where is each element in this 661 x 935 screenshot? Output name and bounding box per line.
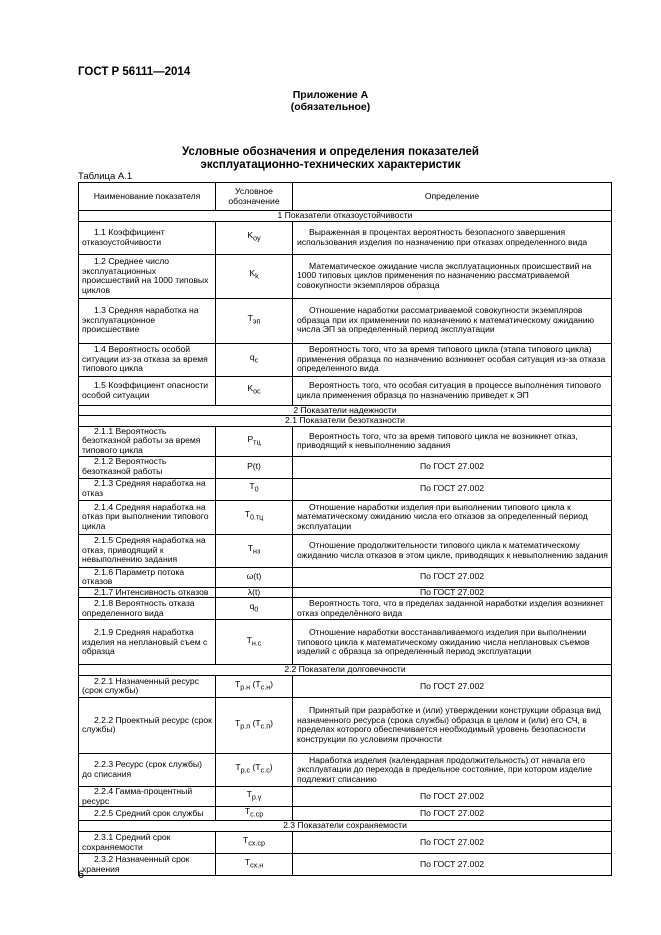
indicator-name: 2.1.6 Параметр потока отказов [79,567,216,587]
indicator-definition: Выраженная в процентах вероятность безопасного завершения использования изделия по назначению при отказах определенного вида [293,221,612,254]
table-row [79,697,612,753]
indicator-name: 2.1.8 Вероятность отказа определенного вида [79,598,216,620]
table-caption: Таблица А.1 [78,171,133,182]
table-header-row [79,183,612,211]
col-header-name: Наименование показателя [79,183,216,211]
indicator-symbol: $T_{нз}$ [216,534,293,567]
table-row [79,298,612,343]
document-header: ГОСТ Р 56111—2014 [78,66,191,78]
indicator-symbol: $q_c$ [216,343,293,376]
indicator-definition: Принятый при разработке и (или) утверждении конструкции образца вид назначенного ресурса (срока службы) образца в целом и (или) его СЧ, в пределах которого обеспечивается необходимый уровень безопасности конструкции по условиям прочности [293,697,612,753]
indicator-name: 2.2.4 Гамма-процентный ресурс [79,786,216,806]
table-row [79,567,612,587]
indicators-table [78,182,612,876]
table-row [79,753,612,786]
section-row [79,821,612,832]
page-number: 6 [78,869,85,881]
indicator-name: 1.5 Коэффициент опасности особой ситуации [79,376,216,405]
indicator-name: 2.1.7 Интенсивность отказов [79,587,216,598]
indicator-symbol: $K_{ос}$ [216,376,293,405]
indicator-definition: Вероятность того, что в пределах заданной наработки изделия возникнет отказ определённого вида [293,598,612,620]
appendix-status: (обязательное) [290,101,371,113]
indicator-symbol: $T_{сх.н}$ [216,854,293,876]
indicator-symbol: $T_{сх.ср}$ [216,832,293,854]
table-row [79,675,612,697]
indicator-definition: Математическое ожидание числа эксплуатационных происшествий на 1000 типовых циклов применения по назначению рассматриваемой совокупности экземпляров образца [293,254,612,298]
table-row [79,832,612,854]
indicator-name: 1.1 Коэффициент отказоустойчивости [79,221,216,254]
indicator-symbol: λ(t) [216,587,293,598]
indicator-name: 2.1.4 Средняя наработка на отказ при выполнении типового цикла [79,500,216,534]
subsection-title: 2.2 Показатели долговечности [79,665,612,676]
indicator-symbol: $P_{тц}$ [216,426,293,456]
indicator-symbol: $T_{р.с}$ $(T_{с.с})$ [216,753,293,786]
table-row [79,456,612,478]
indicator-definition: По ГОСТ 27.002 [293,587,612,598]
section-title: 1 Показатели отказоустойчивости [79,211,612,222]
indicator-definition: Вероятность того, что за время типового цикла (этапа типового цикла) применения образца по назначению возникнет особая ситуация из-за отказа определенного вида [293,343,612,376]
indicator-name: 2.1.3 Средняя наработка на отказ [79,478,216,500]
table-row [79,534,612,567]
indicator-definition: По ГОСТ 27.002 [293,832,612,854]
title-line-1: Условные обозначения и определения показателей [182,146,479,158]
indicator-symbol: $T_{с.ср}$ [216,807,293,821]
indicator-name: 2.2.2 Проектный ресурс (срок службы) [79,697,216,753]
table-row [79,807,612,821]
indicator-name: 1.3 Средняя наработка на эксплуатационное происшествие [79,298,216,343]
subsection-title: 2.3 Показатели сохраняемости [79,821,612,832]
table-row [79,343,612,376]
indicator-definition: Отношение наработки восстанавливаемого изделия при выполнении типового цикла к математическому ожиданию числа неплановых съемов изделий с образца за определенный период эксплуатации [293,620,612,665]
indicator-name: 2.2.3 Ресурс (срок службы) до списания [79,753,216,786]
indicator-definition: Вероятность того, что за время типового цикла не возникнет отказ, приводящий к невыполнению задания [293,426,612,456]
section-row [79,665,612,676]
table-row [79,221,612,254]
indicator-symbol: $q_0$ [216,598,293,620]
indicator-symbol: $T_{0.тц}$ [216,500,293,534]
subsection-title: 2.1 Показатели безотказности [79,416,612,427]
appendix-title [0,146,661,171]
indicator-symbol: P(t) [216,456,293,478]
indicator-name: 1.2 Среднее число эксплуатационных происшествий на 1000 типовых циклов [79,254,216,298]
indicator-name: 2.1.9 Средняя наработка изделия на неплановый съем с образца [79,620,216,665]
appendix-heading [0,89,661,113]
indicator-name: 2.1.1 Вероятность безотказной работы за время типового цикла [79,426,216,456]
col-header-symbol: Условное обозначение [216,183,293,211]
table-row [79,598,612,620]
table-row [79,854,612,876]
indicator-definition: Отношение наработки рассматриваемой совокупности экземпляров образца при их применении по назначению к математическому ожиданию числа ЭП за определенный период эксплуатации [293,298,612,343]
indicator-definition: Отношение продолжительности типового цикла к математическому ожиданию числа отказов в этом цикле, приводящих к невыполнению задания [293,534,612,567]
indicator-name: 2.1.2 Вероятность безотказной работы [79,456,216,478]
indicator-definition: Вероятность того, что особая ситуация в процессе выполнения типового цикла применения образца по назначению приведет к ЭП [293,376,612,405]
indicator-name: 2.3.2 Назначенный срок хранения [79,854,216,876]
table-row [79,786,612,806]
indicator-symbol: $K_{оу}$ [216,221,293,254]
indicator-name: 2.2.1 Назначенный ресурс (срок службы) [79,675,216,697]
table-row [79,254,612,298]
section-title: 2 Показатели надежности [79,405,612,416]
indicator-name: 2.2.5 Средний срок службы [79,807,216,821]
col-header-definition: Определение [293,183,612,211]
indicator-symbol: $T_{эп}$ [216,298,293,343]
indicator-definition: По ГОСТ 27.002 [293,456,612,478]
indicator-name: 1.4 Вероятность особой ситуации из-за отказа за время типового цикла [79,343,216,376]
appendix-label: Приложение А [292,89,369,101]
indicator-definition: По ГОСТ 27.002 [293,567,612,587]
title-line-2: эксплуатационно-технических характеристик [200,158,461,171]
indicator-definition: По ГОСТ 27.002 [293,675,612,697]
indicator-definition: По ГОСТ 27.002 [293,807,612,821]
table-row [79,500,612,534]
indicator-symbol: ω(t) [216,567,293,587]
indicator-symbol: $T_0$ [216,478,293,500]
indicator-definition: Наработка изделия (календарная продолжительность) от начала его эксплуатации до перехода в предельное состояние, при котором изделие подлежит списанию [293,753,612,786]
indicator-symbol: $T_{р.н}$ $(T_{с.н})$ [216,675,293,697]
indicator-symbol: $K_k$ [216,254,293,298]
indicator-name: 2.1.5 Средняя наработка на отказ, приводящий к невыполнению задания [79,534,216,567]
table-row [79,426,612,456]
indicator-definition: Отношение наработки изделия при выполнении типового цикла к математическому ожиданию числа его отказов за определенный период эксплуатации [293,500,612,534]
table-row [79,620,612,665]
indicator-name: 2.3.1 Средний срок сохраняемости [79,832,216,854]
section-row [79,405,612,416]
indicator-definition: По ГОСТ 27.002 [293,478,612,500]
indicator-symbol: $T_{р.\gamma}$ [216,786,293,806]
indicator-definition: По ГОСТ 27.002 [293,854,612,876]
table-row [79,478,612,500]
table-row [79,587,612,598]
indicator-symbol: $T_{р.п}$ $(T_{с.п})$ [216,697,293,753]
table-row [79,376,612,405]
indicator-definition: По ГОСТ 27.002 [293,786,612,806]
indicator-symbol: $T_{н.с}$ [216,620,293,665]
section-row [79,416,612,427]
section-row [79,211,612,222]
